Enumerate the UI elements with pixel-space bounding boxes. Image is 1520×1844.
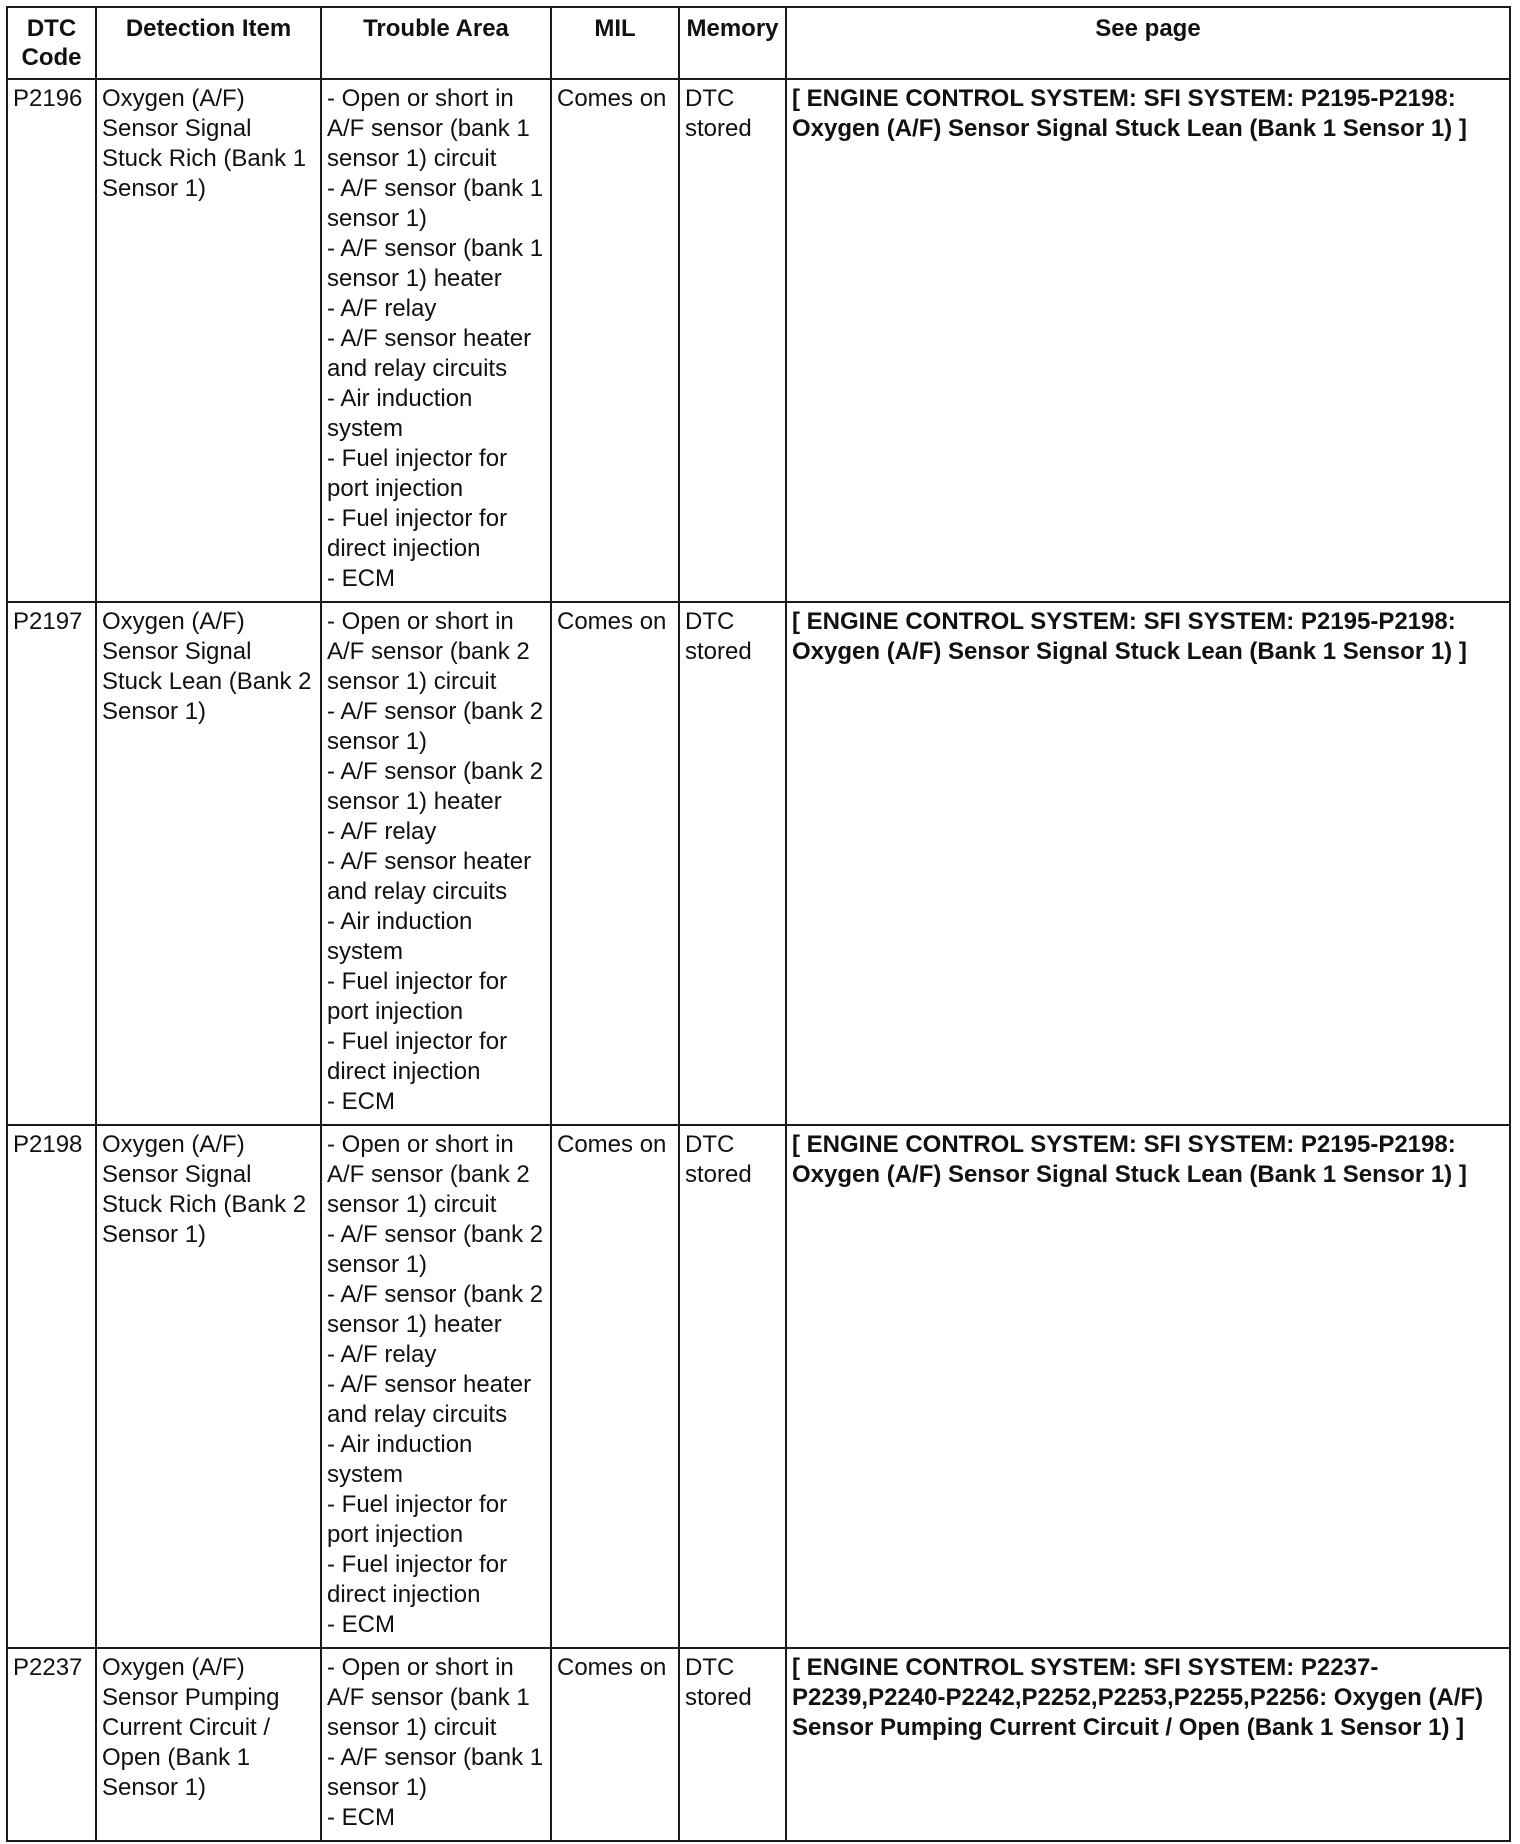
mil-cell: Comes on bbox=[551, 1648, 679, 1841]
detection-item-cell: Oxygen (A/F) Sensor Signal Stuck Rich (Bank 1 Sensor 1) bbox=[96, 79, 321, 602]
trouble-area-item: - ECM bbox=[327, 565, 395, 592]
trouble-area-item: - Fuel injector for direct injection bbox=[327, 505, 508, 562]
header-see-page: See page bbox=[786, 7, 1510, 79]
trouble-area-item: - Fuel injector for direct injection bbox=[327, 1028, 508, 1085]
trouble-area-item: - Fuel injector for port injection bbox=[327, 445, 508, 502]
trouble-area-item: - A/F sensor (bank 1 sensor 1) heater bbox=[327, 235, 544, 292]
trouble-area-cell bbox=[321, 79, 551, 602]
dtc-code-cell: P2197 bbox=[7, 602, 96, 1125]
table-row bbox=[7, 602, 1510, 1125]
trouble-area-item: - A/F sensor heater and relay circuits bbox=[327, 1371, 532, 1428]
header-detection-item: Detection Item bbox=[96, 7, 321, 79]
trouble-area-item: - A/F sensor heater and relay circuits bbox=[327, 325, 532, 382]
trouble-area-item: - Fuel injector for port injection bbox=[327, 968, 508, 1025]
header-mil: MIL bbox=[551, 7, 679, 79]
trouble-area-item: - A/F sensor (bank 2 sensor 1) heater bbox=[327, 1281, 544, 1338]
header-dtc-code: DTC Code bbox=[7, 7, 96, 79]
dtc-code-cell: P2196 bbox=[7, 79, 96, 602]
trouble-area-item: - Air induction system bbox=[327, 1431, 473, 1488]
trouble-area-item: - Air induction system bbox=[327, 908, 473, 965]
header-trouble-area: Trouble Area bbox=[321, 7, 551, 79]
table-row bbox=[7, 1125, 1510, 1648]
memory-cell: DTC stored bbox=[679, 1125, 786, 1648]
trouble-area-item: - ECM bbox=[327, 1804, 395, 1831]
trouble-area-item: - A/F sensor (bank 2 sensor 1) bbox=[327, 1221, 544, 1278]
detection-item-cell: Oxygen (A/F) Sensor Pumping Current Circuit / Open (Bank 1 Sensor 1) bbox=[96, 1648, 321, 1841]
trouble-area-item: - A/F relay bbox=[327, 818, 437, 845]
memory-cell: DTC stored bbox=[679, 1648, 786, 1841]
table-row bbox=[7, 1648, 1510, 1841]
trouble-area-item: - ECM bbox=[327, 1088, 395, 1115]
header-memory: Memory bbox=[679, 7, 786, 79]
trouble-area-cell bbox=[321, 1125, 551, 1648]
trouble-area-item: - Fuel injector for direct injection bbox=[327, 1551, 508, 1608]
detection-item-cell: Oxygen (A/F) Sensor Signal Stuck Rich (Bank 2 Sensor 1) bbox=[96, 1125, 321, 1648]
table-header-row bbox=[7, 7, 1510, 79]
trouble-area-cell bbox=[321, 602, 551, 1125]
mil-cell: Comes on bbox=[551, 602, 679, 1125]
trouble-area-item: - A/F sensor (bank 2 sensor 1) heater bbox=[327, 758, 544, 815]
dtc-code-cell: P2198 bbox=[7, 1125, 96, 1648]
trouble-area-item: - A/F sensor (bank 2 sensor 1) bbox=[327, 698, 544, 755]
mil-cell: Comes on bbox=[551, 79, 679, 602]
trouble-area-cell bbox=[321, 1648, 551, 1841]
detection-item-cell: Oxygen (A/F) Sensor Signal Stuck Lean (Bank 2 Sensor 1) bbox=[96, 602, 321, 1125]
memory-cell: DTC stored bbox=[679, 602, 786, 1125]
dtc-code-cell: P2237 bbox=[7, 1648, 96, 1841]
see-page-link[interactable]: [ ENGINE CONTROL SYSTEM: SFI SYSTEM: P2237-P2239,P2240-P2242,P2252,P2253,P2255,P2256: Oxygen (A/F) Sensor Pumping Current Circuit / Open (Bank 1 Sensor 1) ] bbox=[786, 1648, 1510, 1841]
mil-cell: Comes on bbox=[551, 1125, 679, 1648]
trouble-area-item: - Open or short in A/F sensor (bank 2 sensor 1) circuit bbox=[327, 608, 530, 695]
trouble-area-item: - ECM bbox=[327, 1611, 395, 1638]
dtc-table bbox=[6, 6, 1511, 1842]
trouble-area-item: - A/F relay bbox=[327, 1341, 437, 1368]
trouble-area-item: - Open or short in A/F sensor (bank 1 sensor 1) circuit bbox=[327, 1654, 530, 1741]
trouble-area-item: - A/F sensor (bank 1 sensor 1) bbox=[327, 175, 544, 232]
trouble-area-item: - Fuel injector for port injection bbox=[327, 1491, 508, 1548]
trouble-area-item: - A/F relay bbox=[327, 295, 437, 322]
see-page-link[interactable]: [ ENGINE CONTROL SYSTEM: SFI SYSTEM: P2195-P2198: Oxygen (A/F) Sensor Signal Stuck Lean (Bank 1 Sensor 1) ] bbox=[786, 79, 1510, 602]
see-page-link[interactable]: [ ENGINE CONTROL SYSTEM: SFI SYSTEM: P2195-P2198: Oxygen (A/F) Sensor Signal Stuck Lean (Bank 1 Sensor 1) ] bbox=[786, 602, 1510, 1125]
trouble-area-item: - Air induction system bbox=[327, 385, 473, 442]
table-row bbox=[7, 79, 1510, 602]
trouble-area-item: - A/F sensor heater and relay circuits bbox=[327, 848, 532, 905]
trouble-area-item: - Open or short in A/F sensor (bank 2 sensor 1) circuit bbox=[327, 1131, 530, 1218]
see-page-link[interactable]: [ ENGINE CONTROL SYSTEM: SFI SYSTEM: P2195-P2198: Oxygen (A/F) Sensor Signal Stuck Lean (Bank 1 Sensor 1) ] bbox=[786, 1125, 1510, 1648]
trouble-area-item: - Open or short in A/F sensor (bank 1 sensor 1) circuit bbox=[327, 85, 530, 172]
memory-cell: DTC stored bbox=[679, 79, 786, 602]
trouble-area-item: - A/F sensor (bank 1 sensor 1) bbox=[327, 1744, 544, 1801]
